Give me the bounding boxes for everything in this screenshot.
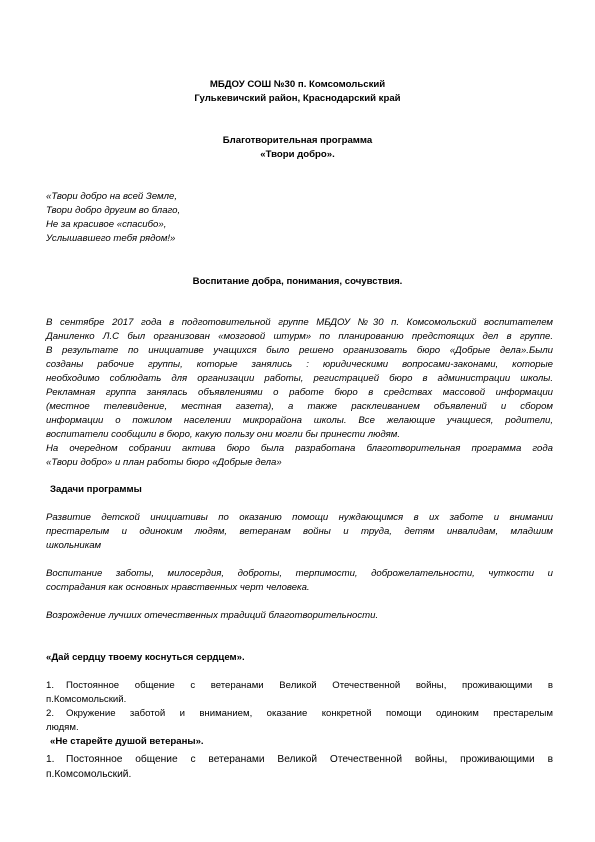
task-line: Возрождение лучших отечественных традиций благотворительности. [46,610,379,621]
epigraph-poem [46,190,553,246]
poem-line: «Твори добро на всей Земле, [46,191,178,202]
poem-line: Не за красивое «спасибо», [46,219,167,230]
intro-line: Даниленко Л.С был организован «мозговой штурм» по планированию предстоящих дел в группе. [46,331,553,342]
section-2-heading [50,735,557,749]
intro-paragraph [46,316,553,470]
item-text: Постоянное общение с ветеранами Великой Отечественной войны, проживающими в [66,754,553,765]
poem-line: Твори добро другим во благо, [46,205,181,216]
item-number: 2. [46,708,55,719]
task-1 [46,511,553,553]
tasks-heading [50,483,557,497]
program-title-line1: Благотворительная программа [222,135,373,146]
task-line: Развитие детской инициативы по оказанию помощи нуждающимся в их заботе и внимании [46,512,553,523]
intro-line: необходимо соблюдать для организации работы, регистрацией бюро в администрации школы. [46,373,553,384]
intro-line: информации о пожилом населении микрорайона школы. Все желающие учащиеся, родители, [46,415,553,426]
intro-line: (местное телевидение, местная газета), а также расклеиванием объявлений и сбором [46,401,553,412]
program-title-line2: «Твори добро». [260,149,335,160]
school-name: МБДОУ СОШ №30 п. Комсомольский [209,79,386,90]
intro-line: «Твори добро» и план работы бюро «Добрые дела» [46,457,282,468]
school-header [0,78,595,106]
intro-line: На очередном собрании актива бюро была разработана благотворительная программа года [46,443,553,454]
intro-line: созданы рабочие группы, которые занялись : юридическими вопросами-законами, которые [46,359,553,370]
intro-line: В сентябре 2017 года в подготовительной группе МБДОУ №30 п. Комсомольский воспитателем [46,317,553,328]
tasks-heading-text: Задачи программы [50,484,142,495]
section-1-item-1 [46,679,553,707]
task-line: школьникам [46,540,102,551]
section-1-item-2 [46,707,553,735]
poem-line: Услышавшего тебя рядом!» [46,233,176,244]
task-3 [46,609,553,623]
intro-line: Рекламная группа занялась объявлениями о работе бюро в средствах массовой информации [46,387,553,398]
program-title [0,134,595,162]
item-number: 1. [46,680,55,691]
item-number: 1. [46,754,55,765]
subtitle-text: Воспитание добра, понимания, сочувствия. [192,276,403,287]
task-line: сострадания как основных нравственных черт человека. [46,582,310,593]
task-line: Воспитание заботы, милосердия, доброты, терпимости, доброжелательности, чуткости и [46,568,553,579]
school-location: Гулькевичский район, Краснодарский край [194,93,401,104]
item-text: п.Комсомольский. [46,769,132,780]
item-text: Окружение заботой и вниманием, оказание конкретной помощи одиноким престарелым [66,708,553,719]
subtitle [0,275,595,289]
task-2 [46,567,553,595]
section-2-item-1 [46,752,553,782]
section-2-heading-text: «Не старейте душой ветераны». [50,736,204,747]
task-line: престарелым и одиноким людям, ветеранам войны и труда, детям инвалидам, младшим [46,526,553,537]
item-text: п.Комсомольский. [46,694,127,705]
section-1-heading [46,651,553,665]
intro-line: В результате по инициативе учащихся было решено организовать бюро «Добрые дела».Были [46,345,553,356]
intro-line: воспитатели сообщили в бюро, какую пользу они могли бы принести людям. [46,429,401,440]
item-text: людям. [46,722,79,733]
item-text: Постоянное общение с ветеранами Великой Отечественной войны, проживающими в [66,680,553,691]
section-1-heading-text: «Дай сердцу твоему коснуться сердцем». [46,652,245,663]
